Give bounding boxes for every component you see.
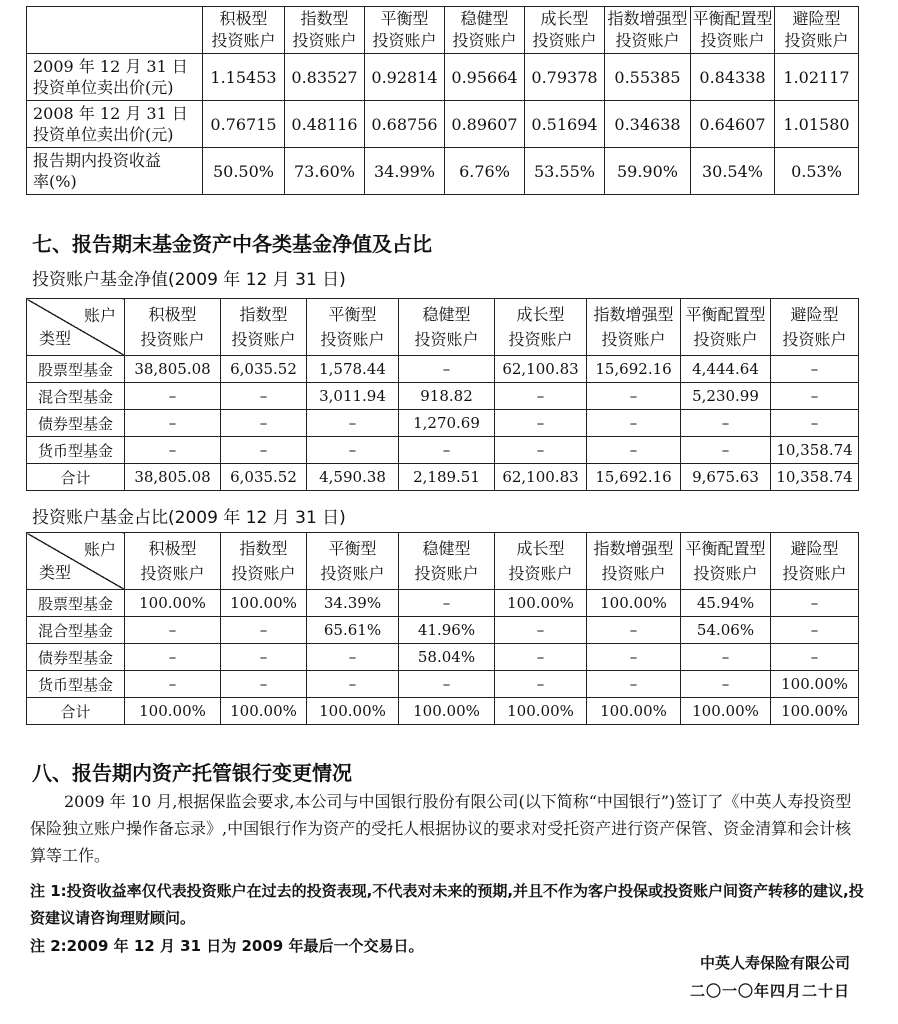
value-cell: – [495,671,587,698]
value-cell: 100.00% [221,590,307,617]
table-row [27,671,859,698]
value-cell: 6,035.52 [221,356,307,383]
account-header [771,533,859,590]
value-cell: – [771,590,859,617]
value-cell: – [221,644,307,671]
account-type: 指数增强型 [593,305,674,324]
table-row [27,644,859,671]
value-cell: – [495,644,587,671]
value-cell: 9,675.63 [681,464,771,491]
nav-table-subtitle: 投资账户基金净值(2009 年 12 月 31 日) [32,270,346,290]
value-cell: 34.99% [365,148,445,195]
value-cell: 1.02117 [775,54,859,101]
value-cell: 0.84338 [691,54,775,101]
row-label [27,54,203,101]
account-suffix: 投资账户 [211,31,276,50]
corner-top-label: 账户 [83,540,116,559]
value-cell: – [307,437,399,464]
fund-type-label: 股票型基金 [27,590,125,617]
value-cell: – [221,437,307,464]
value-cell: 38,805.08 [125,356,221,383]
account-suffix: 投资账户 [320,330,385,349]
account-type: 指数型 [239,305,288,324]
account-type: 平衡型 [328,539,377,558]
account-type: 积极型 [148,305,197,324]
header-row [27,533,859,590]
value-cell: 918.82 [399,383,495,410]
table-row [27,437,859,464]
company-name: 中英人寿保险有限公司 [699,954,850,972]
value-cell: – [587,617,681,644]
account-header [691,7,775,54]
value-cell: 0.64607 [691,101,775,148]
nav-table [26,298,859,491]
account-header [365,7,445,54]
account-suffix: 投资账户 [140,330,205,349]
value-cell: 0.89607 [445,101,525,148]
value-cell: – [681,410,771,437]
account-suffix: 投资账户 [700,31,765,50]
table-row [27,464,859,491]
value-cell: 59.90% [605,148,691,195]
account-suffix: 投资账户 [532,31,597,50]
signature-date: 二〇一〇年四月二十日 [689,982,850,1000]
value-cell: 73.60% [285,148,365,195]
value-cell: – [587,644,681,671]
table-row [27,54,859,101]
fund-type-label: 货币型基金 [27,671,125,698]
corner-bottom-label: 类型 [39,329,72,348]
fund-type-label: 混合型基金 [27,383,125,410]
value-cell: 15,692.16 [587,356,681,383]
ratio-table-subtitle: 投资账户基金占比(2009 年 12 月 31 日) [32,508,346,528]
account-type: 平衡型 [380,9,429,28]
account-suffix: 投资账户 [601,330,666,349]
value-cell: – [221,410,307,437]
value-cell: – [125,437,221,464]
value-cell: – [681,671,771,698]
value-cell: 0.48116 [285,101,365,148]
value-cell: 10,358.74 [771,437,859,464]
fund-type-label: 混合型基金 [27,617,125,644]
unit-price-table [26,6,859,195]
account-header [587,533,681,590]
value-cell: – [771,356,859,383]
account-suffix: 投资账户 [231,330,296,349]
account-header [307,533,399,590]
value-cell: 0.92814 [365,54,445,101]
value-cell: 0.83527 [285,54,365,101]
value-cell: 6,035.52 [221,464,307,491]
account-header [399,299,495,356]
value-cell: 34.39% [307,590,399,617]
account-suffix: 投资账户 [601,564,666,583]
account-header [681,299,771,356]
value-cell: – [221,671,307,698]
value-cell: 100.00% [587,590,681,617]
account-type: 平衡配置型 [692,9,773,28]
account-suffix: 投资账户 [452,31,517,50]
value-cell: 3,011.94 [307,383,399,410]
account-suffix: 投资账户 [292,31,357,50]
value-cell: 0.79378 [525,54,605,101]
value-cell: 100.00% [125,698,221,725]
account-header [125,299,221,356]
value-cell: 100.00% [495,590,587,617]
account-type: 稳健型 [460,9,509,28]
fund-type-label: 债券型基金 [27,644,125,671]
fund-type-label: 债券型基金 [27,410,125,437]
account-type: 积极型 [219,9,268,28]
value-cell: – [125,410,221,437]
account-type: 指数型 [300,9,349,28]
account-header [495,299,587,356]
value-cell: – [307,671,399,698]
value-cell: 15,692.16 [587,464,681,491]
value-cell: 41.96% [399,617,495,644]
table-row [27,698,859,725]
account-suffix: 投资账户 [782,330,847,349]
fund-type-label: 货币型基金 [27,437,125,464]
account-suffix: 投资账户 [320,564,385,583]
account-suffix: 投资账户 [782,564,847,583]
value-cell: 0.68756 [365,101,445,148]
value-cell: – [399,437,495,464]
fund-type-label: 股票型基金 [27,356,125,383]
value-cell: 6.76% [445,148,525,195]
value-cell: 1,270.69 [399,410,495,437]
account-type: 避险型 [792,9,841,28]
value-cell: – [495,383,587,410]
value-cell: 1,578.44 [307,356,399,383]
value-cell: – [587,671,681,698]
row-label-line1: 报告期内投资收益 [33,151,162,170]
value-cell: – [771,383,859,410]
account-suffix: 投资账户 [693,330,758,349]
account-type: 平衡型 [328,305,377,324]
value-cell: 65.61% [307,617,399,644]
value-cell: 38,805.08 [125,464,221,491]
value-cell: 1.01580 [775,101,859,148]
table-row [27,356,859,383]
account-type: 避险型 [790,539,839,558]
account-suffix: 投资账户 [372,31,437,50]
account-type: 指数增强型 [607,9,688,28]
value-cell: 62,100.83 [495,464,587,491]
account-type: 指数型 [239,539,288,558]
corner-cell [27,533,125,590]
value-cell: 100.00% [681,698,771,725]
value-cell: 100.00% [771,671,859,698]
account-header [681,533,771,590]
value-cell: 0.53% [775,148,859,195]
account-suffix: 投资账户 [414,330,479,349]
account-suffix: 投资账户 [508,330,573,349]
table-row [27,148,859,195]
account-type: 稳健型 [422,539,471,558]
section8-paragraph: 2009 年 10 月,根据保监会要求,本公司与中国银行股份有限公司(以下简称“中国银行”)签订了《中英人寿投资型保险独立账户操作备忘录》,中国银行作为资产的受托人根据协议的要求对受托资产进行资产保管、资金清算和会计核算等工作。 [30,792,852,865]
value-cell: 100.00% [125,590,221,617]
value-cell: – [399,671,495,698]
account-header [399,533,495,590]
value-cell: 62,100.83 [495,356,587,383]
account-header [285,7,365,54]
table-row [27,590,859,617]
row-label [27,101,203,148]
account-type: 积极型 [148,539,197,558]
account-suffix: 投资账户 [508,564,573,583]
value-cell: 0.34638 [605,101,691,148]
ratio-table [26,532,859,725]
account-type: 指数增强型 [593,539,674,558]
value-cell: 100.00% [771,698,859,725]
value-cell: – [307,644,399,671]
value-cell: – [587,437,681,464]
corner-cell [27,299,125,356]
value-cell: – [399,590,495,617]
row-label-line1: 2009 年 12 月 31 日 [33,57,188,76]
corner-top-label: 账户 [83,306,116,325]
value-cell: – [495,617,587,644]
value-cell: 4,444.64 [681,356,771,383]
value-cell: – [221,383,307,410]
account-header [221,299,307,356]
value-cell: 0.55385 [605,54,691,101]
account-header [525,7,605,54]
corner-cell [27,7,203,54]
value-cell: – [681,437,771,464]
account-suffix: 投资账户 [231,564,296,583]
account-header [587,299,681,356]
value-cell: 4,590.38 [307,464,399,491]
section8-title: 八、报告期内资产托管银行变更情况 [32,761,352,785]
table-row [27,617,859,644]
table-row [27,383,859,410]
account-header [221,533,307,590]
account-suffix: 投资账户 [693,564,758,583]
value-cell: 0.95664 [445,54,525,101]
value-cell: 58.04% [399,644,495,671]
account-header [445,7,525,54]
value-cell: – [495,437,587,464]
value-cell: – [587,383,681,410]
value-cell: 100.00% [221,698,307,725]
value-cell: – [221,617,307,644]
value-cell: 1.15453 [203,54,285,101]
account-header [495,533,587,590]
row-label [27,148,203,195]
account-suffix: 投资账户 [140,564,205,583]
value-cell: – [495,410,587,437]
value-cell: – [681,644,771,671]
table-row [27,101,859,148]
row-label-line1: 2008 年 12 月 31 日 [33,104,188,123]
account-suffix: 投资账户 [414,564,479,583]
value-cell: 10,358.74 [771,464,859,491]
value-cell: – [771,644,859,671]
corner-bottom-label: 类型 [39,563,72,582]
section7-title: 七、报告期末基金资产中各类基金净值及占比 [32,232,432,256]
value-cell: 100.00% [495,698,587,725]
note-1: 注 1:投资收益率仅代表投资账户在过去的投资表现,不代表对未来的预期,并且不作为客户投保或投资账户间资产转移的建议,投资建议请咨询理财顾问。 [30,882,864,927]
value-cell: – [587,410,681,437]
value-cell: – [125,644,221,671]
note-2: 注 2:2009 年 12 月 31 日为 2009 年最后一个交易日。 [30,937,424,955]
row-label-line2: 率(%) [33,172,77,191]
value-cell: 5,230.99 [681,383,771,410]
value-cell: – [125,383,221,410]
account-header [775,7,859,54]
value-cell: 45.94% [681,590,771,617]
value-cell: 30.54% [691,148,775,195]
fund-type-label: 合计 [27,464,125,491]
row-label-line2: 投资单位卖出价(元) [33,125,174,144]
value-cell: 100.00% [587,698,681,725]
value-cell: 54.06% [681,617,771,644]
value-cell: – [771,617,859,644]
fund-type-label: 合计 [27,698,125,725]
table-row [27,410,859,437]
value-cell: – [307,410,399,437]
account-suffix: 投资账户 [784,31,849,50]
value-cell: 53.55% [525,148,605,195]
value-cell: 50.50% [203,148,285,195]
account-type: 成长型 [516,539,565,558]
value-cell: 100.00% [307,698,399,725]
value-cell: – [125,617,221,644]
value-cell: – [399,356,495,383]
account-type: 成长型 [516,305,565,324]
row-label-line2: 投资单位卖出价(元) [33,78,174,97]
account-header [203,7,285,54]
account-type: 避险型 [790,305,839,324]
value-cell: – [771,410,859,437]
value-cell: – [125,671,221,698]
header-row [27,7,859,54]
account-suffix: 投资账户 [615,31,680,50]
account-header [605,7,691,54]
account-header [771,299,859,356]
header-row [27,299,859,356]
account-header [307,299,399,356]
account-type: 平衡配置型 [685,539,766,558]
account-type: 平衡配置型 [685,305,766,324]
account-header [125,533,221,590]
value-cell: 100.00% [399,698,495,725]
account-type: 成长型 [540,9,589,28]
value-cell: 2,189.51 [399,464,495,491]
account-type: 稳健型 [422,305,471,324]
value-cell: 0.76715 [203,101,285,148]
value-cell: 0.51694 [525,101,605,148]
